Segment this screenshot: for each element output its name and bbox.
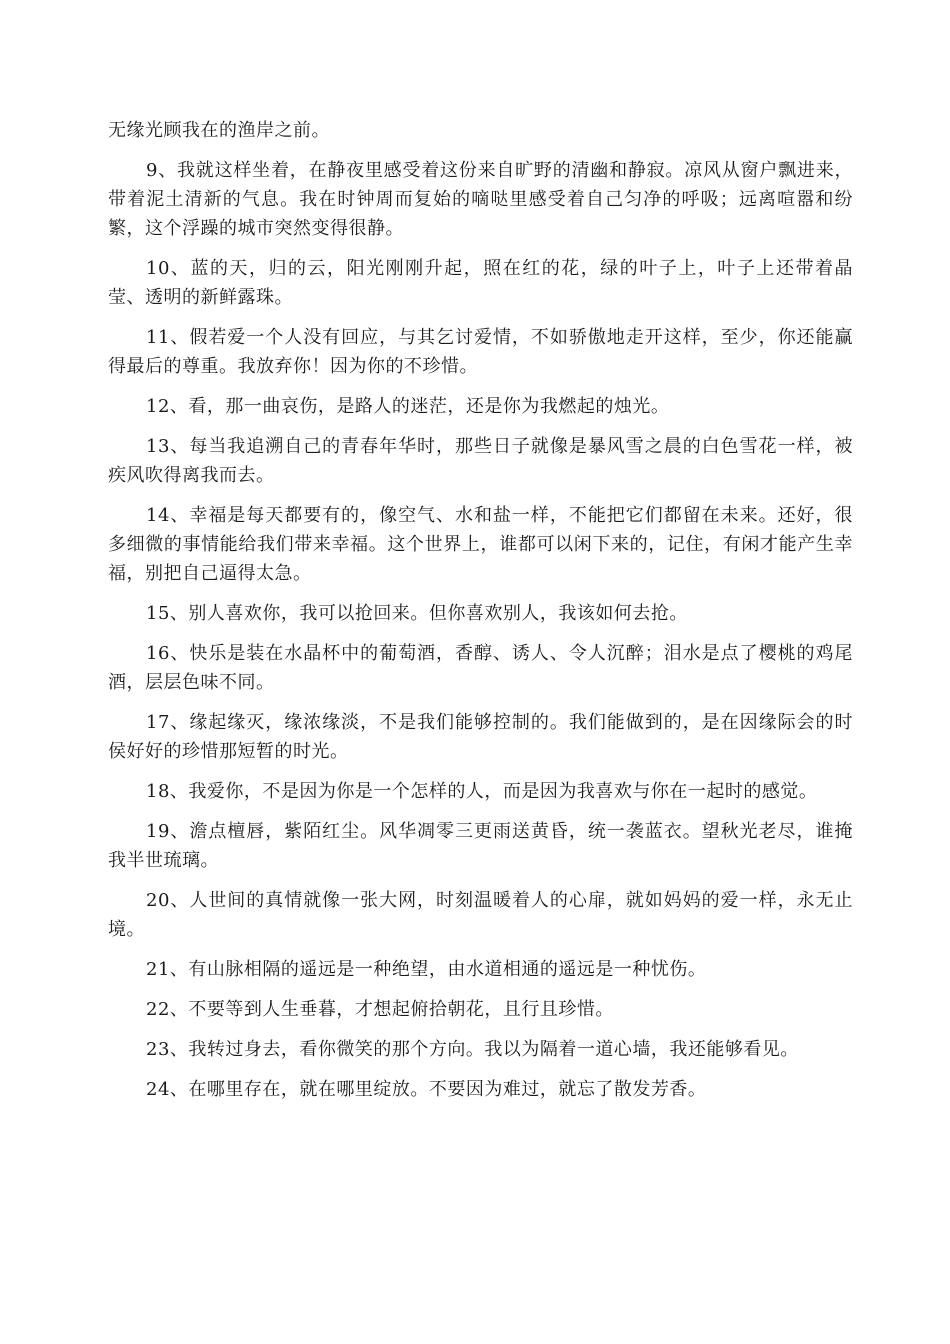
paragraph-18: 18、我爱你，不是因为你是一个怎样的人，而是因为我喜欢与你在一起时的感觉。 bbox=[146, 781, 818, 802]
paragraph-24: 24、在哪里存在，就在哪里绽放。不要因为难过，就忘了散发芳香。 bbox=[146, 1079, 707, 1100]
paragraph-9: 9、我就这样坐着，在静夜里感受着这份来自旷野的清幽和静寂。凉风从窗户飘进来，带着泥土清新的气息。我在时钟周而复始的嘀哒里感受着自己匀净的呼吸；远离喧嚣和纷繁，这个浮躁的城市突然变得很静。 bbox=[108, 160, 853, 239]
paragraph-23: 23、我转过身去，看你微笑的那个方向。我以为隔着一道心墙，我还能够看见。 bbox=[146, 1039, 799, 1060]
paragraph-19: 19、澹点檀唇，紫陌红尘。风华凋零三更雨送黄昏，统一袭蓝衣。望秋光老尽，谁掩我半世琉璃。 bbox=[108, 821, 853, 871]
paragraph-13: 13、每当我追溯自己的青春年华时，那些日子就像是暴风雪之晨的白色雪花一样，被疾风吹得离我而去。 bbox=[108, 436, 853, 486]
paragraph-15: 15、别人喜欢你，我可以抢回来。但你喜欢别人，我该如何去抢。 bbox=[146, 603, 688, 624]
paragraph-11: 11、假若爱一个人没有回应，与其乞讨爱情，不如骄傲地走开这样，至少，你还能赢得最后的尊重。我放弃你！因为你的不珍惜。 bbox=[108, 327, 853, 377]
paragraph-17: 17、缘起缘灭，缘浓缘淡，不是我们能够控制的。我们能做到的，是在因缘际会的时侯好好的珍惜那短暂的时光。 bbox=[108, 712, 853, 762]
paragraph-continuation: 无缘光顾我在的渔岸之前。 bbox=[108, 120, 330, 141]
document-page bbox=[108, 116, 853, 1104]
paragraph-20: 20、人世间的真情就像一张大网，时刻温暖着人的心扉，就如妈妈的爱一样，永无止境。 bbox=[108, 890, 853, 940]
paragraph-21: 21、有山脉相隔的遥远是一种绝望，由水道相通的遥远是一种忧伤。 bbox=[146, 959, 707, 980]
paragraph-10: 10、蓝的天，归的云，阳光刚刚升起，照在红的花，绿的叶子上，叶子上还带着晶莹、透明的新鲜露珠。 bbox=[108, 258, 853, 308]
paragraph-16: 16、快乐是装在水晶杯中的葡萄酒，香醇、诱人、令人沉醉；泪水是点了樱桃的鸡尾酒，层层色味不同。 bbox=[108, 643, 853, 693]
paragraph-12: 12、看，那一曲哀伤，是路人的迷茫，还是你为我燃起的烛光。 bbox=[146, 396, 670, 417]
paragraph-22: 22、不要等到人生垂暮，才想起俯拾朝花，且行且珍惜。 bbox=[146, 999, 614, 1020]
paragraph-14: 14、幸福是每天都要有的，像空气、水和盐一样，不能把它们都留在未来。还好，很多细微的事情能给我们带来幸福。这个世界上，谁都可以闲下来的，记住，有闲才能产生幸福，别把自己逼得太急。 bbox=[108, 505, 853, 584]
